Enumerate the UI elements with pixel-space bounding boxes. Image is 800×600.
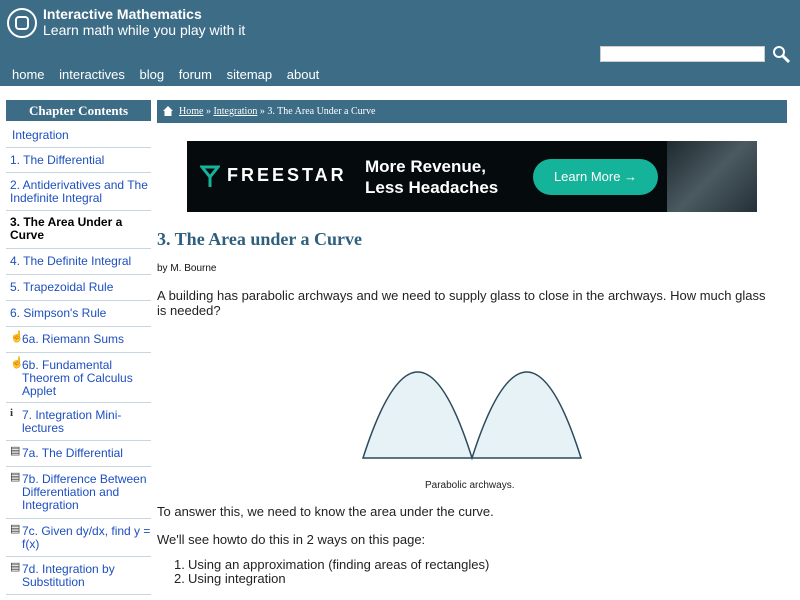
breadcrumb-separator: » <box>203 106 214 117</box>
list-number: 1. <box>174 557 185 572</box>
main-nav <box>12 67 330 82</box>
ad-headline-line: More Revenue, <box>365 157 486 176</box>
sidebar-item-label: 3. The Area Under a Curve <box>10 215 123 242</box>
nav-home[interactable]: home <box>12 67 45 82</box>
intro-paragraph: A building has parabolic archways and we need to supply glass to close in the archways. How much glass is needed? <box>157 288 766 318</box>
list-item-text: Using integration <box>188 571 286 586</box>
site-logo-icon[interactable] <box>7 8 37 38</box>
sidebar-item-label: 1. The Differential <box>10 153 105 167</box>
sidebar-title: Chapter Contents <box>6 100 151 121</box>
sidebar-item-integration[interactable] <box>6 121 151 148</box>
info-icon: i <box>10 407 14 419</box>
film-icon: ▤ <box>10 561 21 573</box>
nav-sitemap[interactable]: sitemap <box>226 67 273 82</box>
sidebar-item-area-under-curve[interactable] <box>6 211 151 249</box>
hand-pointer-icon: ☝ <box>10 357 24 369</box>
sidebar-item-label: 7. Integration Mini-lectures <box>22 408 122 435</box>
sidebar-item-label: 6a. Riemann Sums <box>22 332 125 346</box>
sidebar-item-definite-integral[interactable] <box>6 249 151 275</box>
sidebar-item-label: 6. Simpson's Rule <box>10 306 107 320</box>
sidebar-item-label: 7d. Integration by Substitution <box>22 562 115 589</box>
sidebar-item-mini-lectures[interactable] <box>6 403 151 441</box>
parabolic-archways-figure <box>360 336 584 462</box>
site-tagline: Learn math while you play with it <box>43 22 246 38</box>
list-number: 2. <box>174 571 185 586</box>
film-icon: ▤ <box>10 523 21 535</box>
sidebar-item-7c-given-dydx[interactable] <box>6 519 151 557</box>
sidebar-item-label: 7b. Difference Between Differentiation and Integration <box>22 472 147 512</box>
nav-blog[interactable]: blog <box>139 67 165 82</box>
freestar-logo-icon <box>200 165 220 189</box>
breadcrumb-current: 3. The Area Under a Curve <box>267 106 376 117</box>
nav-about[interactable]: about <box>286 67 320 82</box>
nav-forum[interactable]: forum <box>178 67 212 82</box>
sidebar-item-label: 6b. Fundamental Theorem of Calculus Applet <box>22 358 133 398</box>
ad-brand: FREESTAR <box>227 165 347 185</box>
film-icon: ▤ <box>10 471 21 483</box>
sidebar-item-label: 2. Antiderivatives and The Indefinite Integral <box>10 178 148 205</box>
sidebar-item-7d-substitution[interactable] <box>6 557 151 595</box>
ad-headline-line: Less Headaches <box>365 178 499 197</box>
methods-list <box>174 558 489 586</box>
ad-learn-more-button[interactable]: Learn More → <box>533 159 658 195</box>
search-input[interactable] <box>600 46 765 62</box>
sidebar-item-riemann-sums[interactable] <box>6 327 151 353</box>
sidebar-item-7a-differential[interactable] <box>6 441 151 467</box>
ad-photo <box>667 141 757 212</box>
paragraph: To answer this, we need to know the area under the curve. <box>157 504 494 519</box>
sidebar-item-fundamental-theorem[interactable] <box>6 353 151 403</box>
sidebar-item-label: 7a. The Differential <box>22 446 123 460</box>
sidebar-item-7b-difference[interactable] <box>6 467 151 519</box>
sidebar-item-antiderivatives[interactable] <box>6 173 151 211</box>
sidebar-item-trapezoidal-rule[interactable] <box>6 275 151 301</box>
search-icon[interactable] <box>770 43 792 65</box>
list-item <box>174 572 489 586</box>
list-item <box>174 558 489 572</box>
ad-headline <box>365 156 498 198</box>
sidebar-item-label: 5. Trapezoidal Rule <box>10 280 114 294</box>
paragraph: We'll see howto do this in 2 ways on this page: <box>157 532 426 547</box>
sidebar-item-simpsons-rule[interactable] <box>6 301 151 327</box>
list-item-text: Using an approximation (finding areas of rectangles) <box>188 557 490 572</box>
figure-caption: Parabolic archways. <box>425 480 515 491</box>
sidebar-item-differential[interactable] <box>6 148 151 173</box>
home-icon[interactable] <box>162 105 174 117</box>
breadcrumb <box>157 100 787 123</box>
chapter-sidebar <box>6 100 151 595</box>
hand-pointer-icon: ☝ <box>10 331 24 343</box>
site-title[interactable]: Interactive Mathematics <box>43 6 202 22</box>
sidebar-item-label: 7c. Given dy/dx, find y = f(x) <box>22 524 151 551</box>
breadcrumb-separator: » <box>257 106 268 117</box>
film-icon: ▤ <box>10 445 21 457</box>
breadcrumb-integration[interactable]: Integration <box>213 106 258 117</box>
sidebar-item-label: Integration <box>12 128 69 142</box>
ad-banner[interactable] <box>187 141 757 212</box>
byline: by M. Bourne <box>157 263 217 274</box>
nav-interactives[interactable]: interactives <box>59 67 125 82</box>
site-header <box>0 0 800 86</box>
sidebar-item-label: 4. The Definite Integral <box>10 254 132 268</box>
breadcrumb-home[interactable]: Home <box>179 106 204 117</box>
page-title: 3. The Area under a Curve <box>157 229 363 249</box>
